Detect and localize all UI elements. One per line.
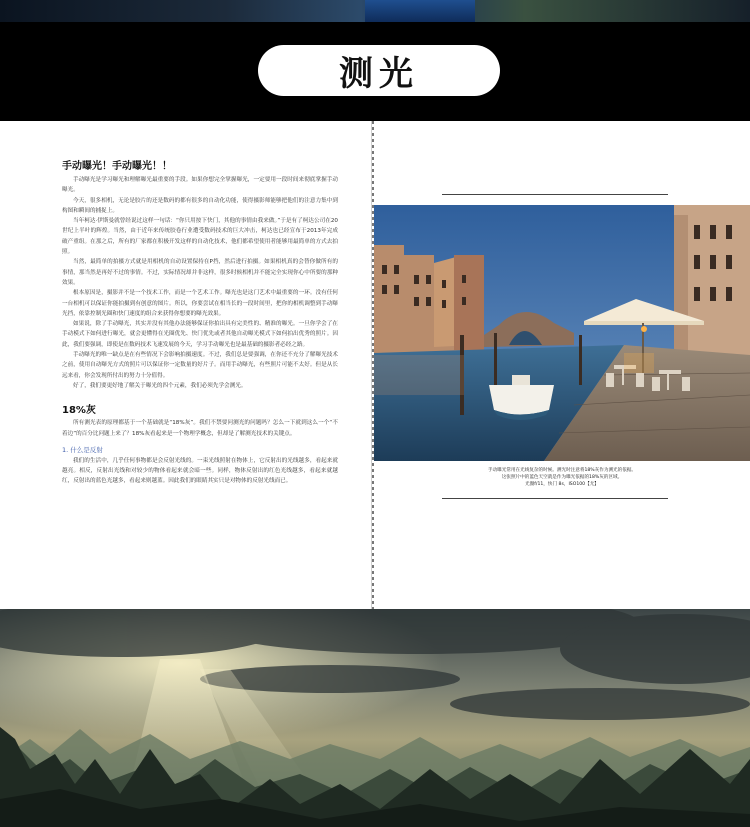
section-title-18-gray: 18%灰 <box>62 405 96 417</box>
top-photo-strip <box>0 0 750 22</box>
karst-landscape-photo <box>0 609 750 827</box>
left-page-text <box>62 157 338 487</box>
bottom-rule <box>442 498 668 499</box>
book-spread <box>0 121 750 609</box>
photo-caption <box>462 467 662 488</box>
caption-line: 手动曝光常用在光线复杂的时候。测光时注意将18%灰作为测光的依据。 <box>487 468 637 473</box>
top-rule <box>442 194 668 195</box>
paragraph: 好了，我们要更好地了解关于曝光的四个元素，我们必须先学会测光。 <box>73 382 247 389</box>
paragraph: 如果说，除了手动曝光，其实并没有其他办法能够保证你拍出具有完美性的、精准的曝光。一旦你学会了在手动模式下如何进行曝光，就会更懂得在光圈优先、快门优先或者其他自动曝光模式下如何拍出优秀的照片。因此，我们要强调，即使是在数码技术飞速发展的今天，学习手动曝光也是最基础的摄影者必经之路。 <box>62 321 338 348</box>
subsection-title: 1. 什么是反射 <box>62 445 103 454</box>
page-title: 测光 <box>339 54 419 94</box>
caption-line: 这张照片中的蓝色天空就是作为曝光依据的18%灰的区域。 <box>501 475 623 480</box>
left-page <box>0 121 372 609</box>
venice-canal-photo <box>374 205 750 461</box>
title-pill <box>258 45 500 96</box>
right-page <box>374 121 750 609</box>
paragraph: 根本原因是，摄影并不是一个技术工作，而是一个艺术工作。曝光也是这门艺术中最重要的一环。没有任何一台相机可以保证你能拍摄到有创意的图片。所以，你要尝试在相当长的一段时间里，把你的相机调整到手动曝光挡，依靠控制光圈和快门速度的组合来获得你想要的曝光效果。 <box>62 290 338 317</box>
paragraph: 当年柯达·伊斯曼就曾经说过这样一句话：“你只用按下快门，其他的事情由我来做。”于是有了柯达公司在20世纪上半叶的辉煌。当然，由于近年来传统胶卷行业遭受数码技术的巨大冲击，柯达也已经宣布于2013年完成破产重组。在那之后，所有的厂家都在积极开发这样的自动化技术，他们都希望使用者能够用最简单的方式去拍照。 <box>62 218 338 256</box>
paragraph: 今天，很多相机，无论是胶片的还是数码的都有很多的自动化功能，使得摄影师能够把他们的注意力集中到构图和瞬间的捕捉上。 <box>62 197 338 214</box>
section-heading: 手动曝光！手动曝光！！ <box>62 161 172 172</box>
paragraph: 所有测光表的原理都基于一个基础就是“18%灰”。我们不禁要问测光的问题吗？怎么一下就到这么一个“不着边”的百分比问题上来了？18%灰看起来是一个物理学概念，但却是了解测光技术的关键点。 <box>62 420 338 437</box>
paragraph: 当然，最简单的拍摄方式就是用相机的自动设置保持在P挡，然后进行拍摄。如果相机真的会替你做所有的事情，那当然是再好不过的事情。不过，实际情况却并非这样，很多时候相机并不能完全实现你心中所要的那种效果。 <box>62 259 338 286</box>
paragraph: 手动曝光是学习曝光和理解曝光最重要的手段。如果你想完全掌握曝光，一定要用一段时间来彻底掌握手动曝光。 <box>62 177 338 194</box>
paragraph: 手动曝光的唯一缺点是在有些情况下会影响拍摄速度。不过，我们总是要强调，在你还不充分了解曝光技术之前，使用自动曝光方式的照片可以保证你一定数量的好片子。而用手动曝光，有些照片可能不太好。但是从长远来看，你会发现所付出的努力十分值得。 <box>62 352 338 379</box>
caption-line: 光圈f/11，快门 8s，ISO100【尤】 <box>525 482 599 487</box>
paragraph: 我们的生活中，几乎任何事物都是会反射光线的。一束光线照射在物体上，它反射出的光线越多，看起来就越亮。相反，反射出光线和对较少的物体看起来就会暗一些。同样，物体反射出的红色光线越多，看起来就越红，反射出的蓝色光越多，看起来则越蓝。因此我们的眼睛其实只是对物体的反射光线而已。 <box>62 457 338 485</box>
